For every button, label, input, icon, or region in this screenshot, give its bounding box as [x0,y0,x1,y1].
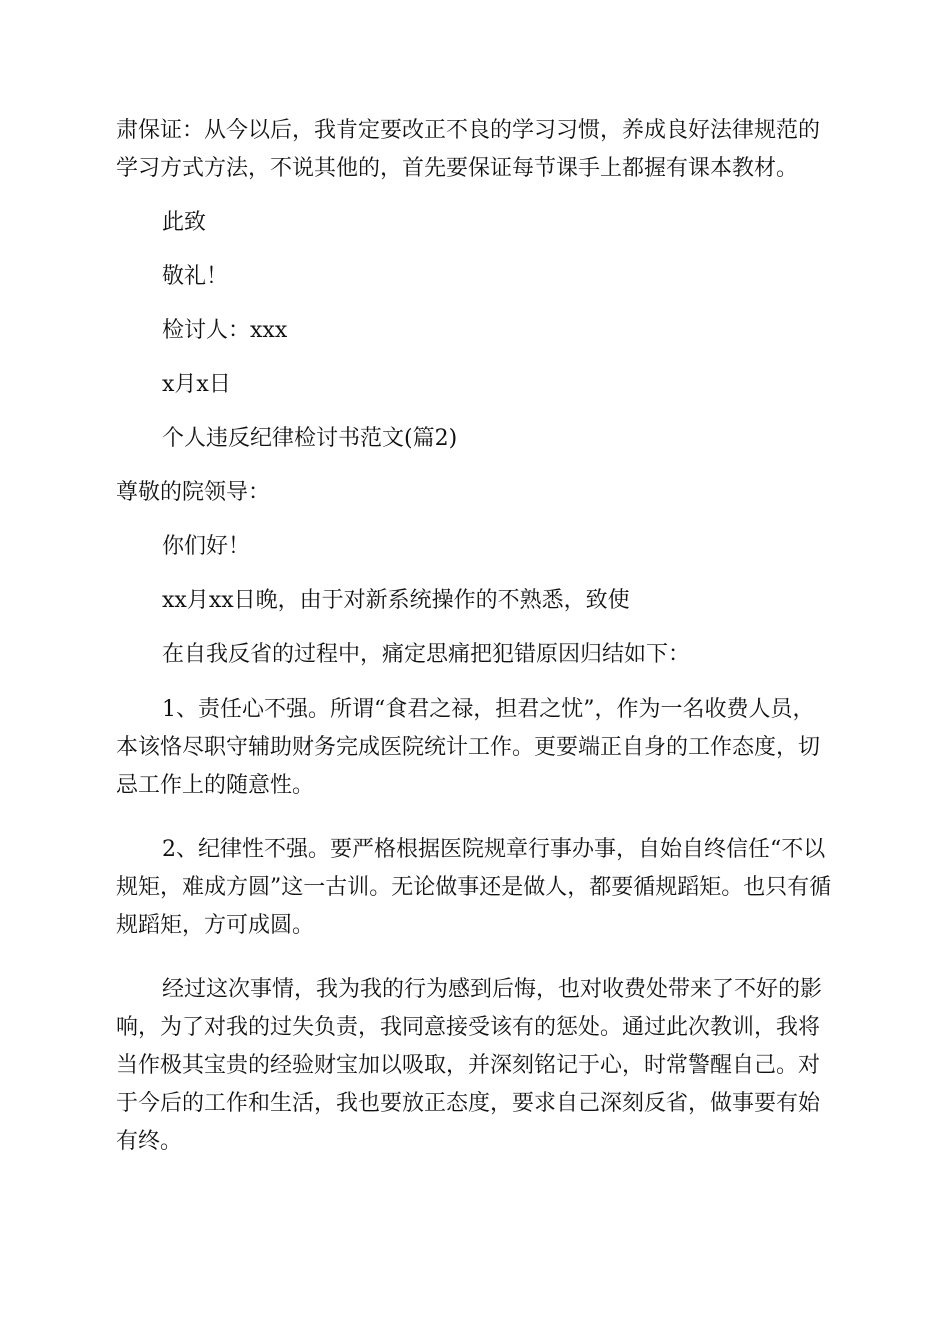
closing-regards: 敬礼！ [162,264,229,289]
paragraph-reason-2: 2、纪律性不强。要严格根据医院规章行事办事，自始自终信任“不以规矩，难成方圆”这一古训。无论做事还是做人，都要循规蹈矩。也只有循规蹈矩，方可成圆。 [116,837,832,938]
signature-date: x月x日 [162,372,231,397]
paragraph-reflection: 在自我反省的过程中，痛定思痛把犯错原因归结如下： [162,642,691,667]
paragraph-incident: xx月xx日晚，由于对新系统操作的不熟悉，致使 [162,588,630,613]
letter-addressee: 尊敬的院领导： [116,480,271,505]
paragraph-conclusion: 经过这次事情，我为我的行为感到后悔，也对收费处带来了不好的影响，为了对我的过失负责，我同意接受该有的惩处。通过此次教训，我将当作极其宝贵的经验财宝加以吸取，并深刻铭记于心，时常警醒自己。对于今后的工作和生活，我也要放正态度，要求自己深刻反省，做事要有始有终。 [116,977,823,1154]
signature-author: 检讨人：xxx [162,318,288,343]
document-body [116,112,836,1161]
paragraph-guarantee: 肃保证：从今以后，我肯定要改正不良的学习习惯，养成良好法律规范的学习方式方法，不说其他的，首先要保证每节课手上都握有课本教材。 [116,118,821,181]
section-title: 个人违反纪律检讨书范文(篇2) [162,426,458,451]
letter-greeting: 你们好！ [162,534,251,559]
paragraph-reason-1: 1、责任心不强。所谓“食君之禄，担君之忧”，作为一名收费人员，本该恪尽职守辅助财务完成医院统计工作。更要端正自身的工作态度，切忌工作上的随意性。 [116,697,821,798]
closing-salutation: 此致 [162,210,207,235]
